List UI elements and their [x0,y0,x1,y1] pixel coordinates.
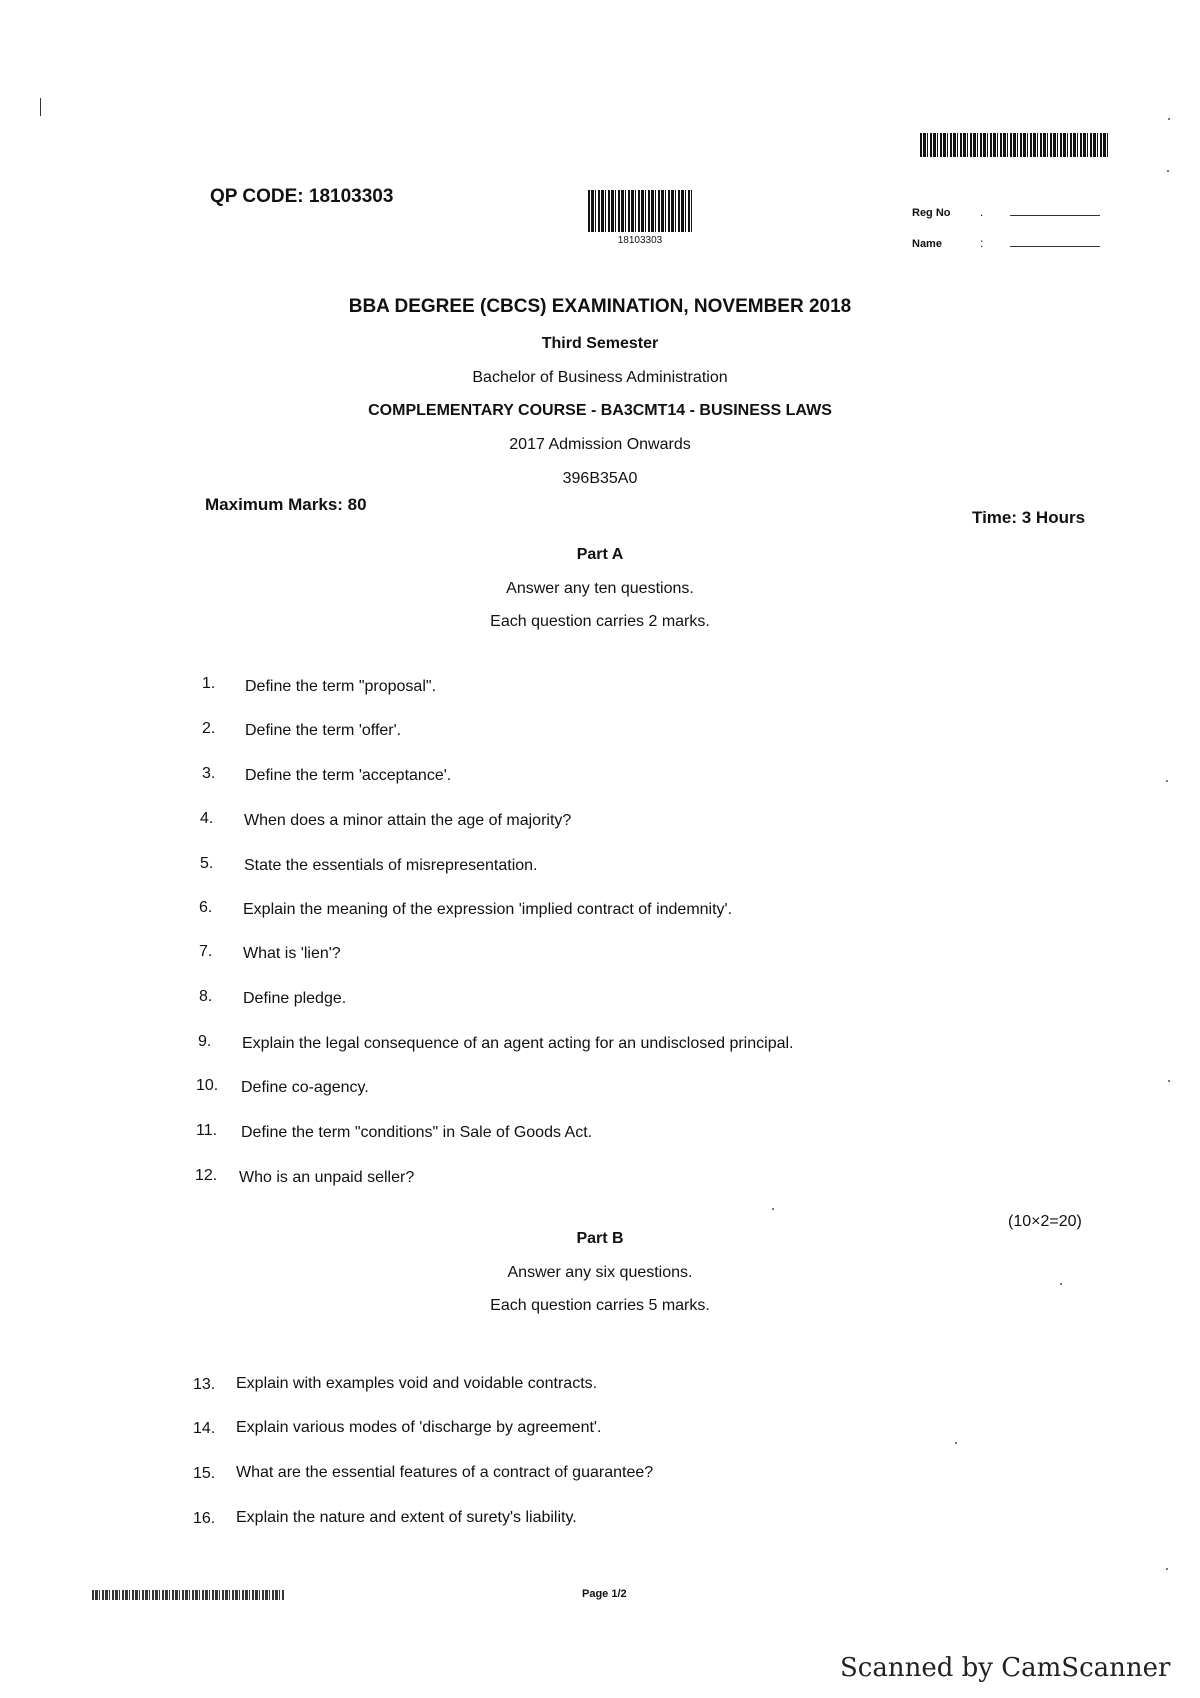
question-number: 3. [202,765,216,782]
center-barcode [588,190,692,232]
question-number: 15. [193,1465,216,1482]
scan-speck [1167,170,1169,172]
question-number: 8. [199,988,213,1005]
time: Time: 3 Hours [972,508,1086,527]
question-text: Explain the nature and extent of surety's liability. [236,1509,577,1526]
name-sep: : [980,236,984,250]
question-text: Explain the legal consequence of an agent acting for an undisclosed principal. [242,1035,794,1052]
part-b-heading: Part B [576,1230,624,1247]
question-number: 11. [196,1122,218,1139]
question-text: What are the essential features of a contract of guarantee? [236,1464,654,1481]
scan-speck [1168,1080,1170,1082]
question-number: 6. [199,899,213,916]
question-text: Define the term "conditions" in Sale of Goods Act. [241,1124,593,1141]
reg-no-field[interactable] [1010,215,1100,216]
exam-title: BBA DEGREE (CBCS) EXAMINATION, NOVEMBER 2018 [348,296,852,317]
scan-mark [40,98,41,116]
top-barcode [920,133,1110,157]
scan-speck [772,1208,774,1210]
question-text: Explain various modes of 'discharge by agreement'. [236,1419,602,1436]
part-b-instruction: Answer any six questions. [507,1264,693,1281]
question-number: 10. [196,1077,219,1094]
part-a-heading: Part A [576,546,624,563]
reg-no-sep: . [980,205,984,219]
programme: Bachelor of Business Administration [472,369,728,386]
admission: 2017 Admission Onwards [509,436,691,453]
question-number: 5. [200,855,214,872]
scan-speck [1166,1568,1168,1570]
scan-speck [1166,780,1168,782]
name-label: Name [912,238,942,250]
question-text: Define the term "proposal". [245,678,437,695]
scan-speck [1060,1283,1062,1285]
question-number: 13. [193,1376,216,1393]
question-number: 9. [198,1033,212,1050]
question-text: Define the term 'offer'. [245,722,402,739]
reg-no-label: Reg No [912,207,951,219]
barcode-number: 18103303 [617,235,663,246]
part-a-total: (10×2=20) [1008,1213,1082,1230]
question-number: 1. [202,675,216,692]
question-text: When does a minor attain the age of majority? [244,812,572,829]
qp-code: QP CODE: 18103303 [210,186,394,207]
question-text: What is 'lien'? [243,945,341,962]
question-number: 2. [202,720,216,737]
part-a-instruction: Answer any ten questions. [506,580,694,597]
camscanner-watermark: Scanned by CamScanner [840,1653,1171,1683]
page-number: Page 1/2 [582,1588,627,1600]
question-text: Define co-agency. [241,1079,369,1096]
question-number: 12. [195,1167,218,1184]
scan-speck [1168,118,1170,120]
question-text: Explain the meaning of the expression 'implied contract of indemnity'. [243,901,733,918]
paper-code: 396B35A0 [562,470,638,487]
semester: Third Semester [541,335,659,352]
question-number: 16. [193,1510,216,1527]
question-text: State the essentials of misrepresentation. [244,857,538,874]
question-text: Who is an unpaid seller? [239,1169,415,1186]
course: COMPLEMENTARY COURSE - BA3CMT14 - BUSINESS LAWS [368,402,832,419]
max-marks: Maximum Marks: 80 [205,495,367,514]
question-text: Define the term 'acceptance'. [245,767,452,784]
footer-barcode [92,1590,284,1600]
name-field[interactable] [1010,246,1100,247]
part-b-marks-note: Each question carries 5 marks. [490,1297,710,1314]
scan-speck [955,1442,957,1444]
question-number: 4. [200,810,214,827]
question-text: Define pledge. [243,990,347,1007]
question-number: 14. [193,1420,216,1437]
part-a-marks-note: Each question carries 2 marks. [490,613,710,630]
question-text: Explain with examples void and voidable contracts. [236,1375,598,1392]
question-number: 7. [199,943,213,960]
